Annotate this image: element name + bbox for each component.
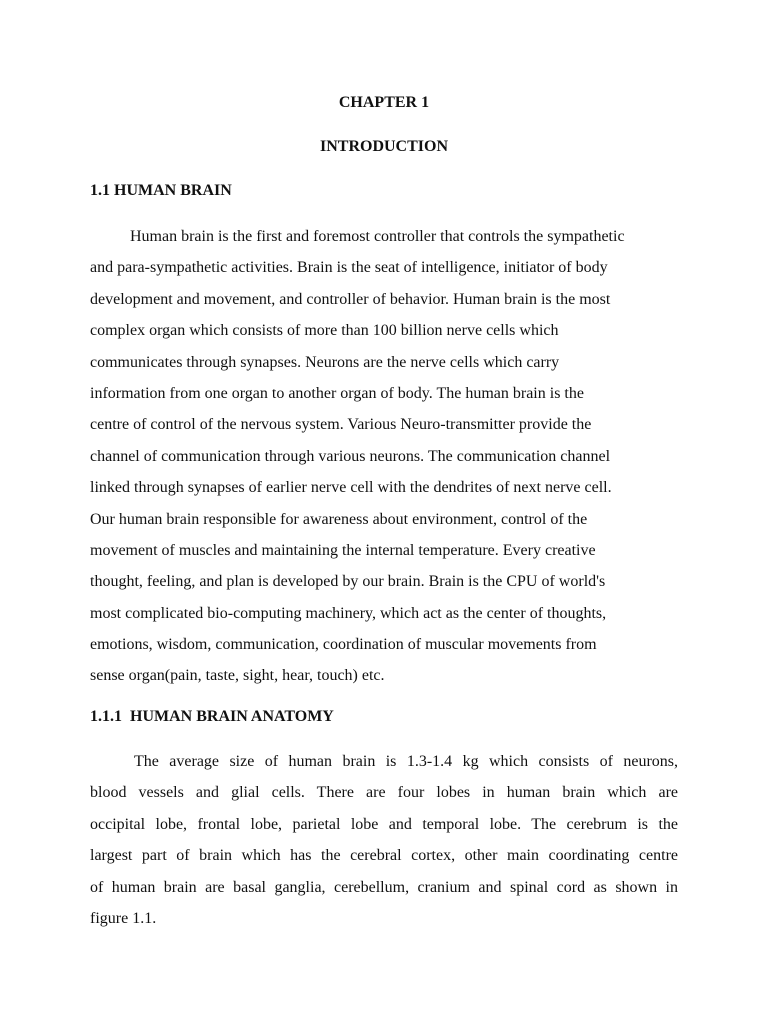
subsection-paragraph — [90, 746, 678, 934]
paragraph-line: thought, feeling, and plan is developed by our brain. Brain is the CPU of world's — [90, 573, 606, 591]
paragraph-line: information from one organ to another organ of body. The human brain is the — [90, 384, 584, 402]
paragraph-line: largest part of brain which has the cerebral cortex, other main coordinating centre — [90, 847, 678, 865]
paragraph-line: channel of communication through various neurons. The communication channel — [90, 447, 611, 465]
section-paragraph — [90, 221, 678, 692]
paragraph-line: complex organ which consists of more than 100 billion nerve cells which — [90, 322, 559, 340]
paragraph-line: movement of muscles and maintaining the internal temperature. Every creative — [90, 541, 596, 559]
paragraph-line: Our human brain responsible for awareness about environment, control of the — [90, 510, 588, 528]
paragraph-line: and para-sympathetic activities. Brain is the seat of intelligence, initiator of body — [90, 259, 608, 277]
chapter-title: INTRODUCTION — [319, 138, 448, 155]
paragraph-line: communicates through synapses. Neurons are the nerve cells which carry — [90, 353, 560, 371]
paragraph-line: sense organ(pain, taste, sight, hear, touch) etc. — [90, 667, 385, 685]
paragraph-line: of human brain are basal ganglia, cerebellum, cranium and spinal cord as shown in — [90, 878, 678, 896]
paragraph-line: figure 1.1. — [90, 909, 157, 927]
paragraph-line: Human brain is the first and foremost controller that controls the sympathetic — [130, 228, 625, 245]
paragraph-line: occipital lobe, frontal lobe, parietal lobe and temporal lobe. The cerebrum is the — [90, 815, 678, 833]
chapter-label: CHAPTER 1 — [338, 94, 430, 111]
section-heading: 1.1 HUMAN BRAIN — [90, 182, 232, 199]
paragraph-line: linked through synapses of earlier nerve cell with the dendrites of next nerve cell. — [90, 479, 612, 497]
subsection-heading: 1.1.1 HUMAN BRAIN ANATOMY — [90, 708, 334, 725]
paragraph-line: emotions, wisdom, communication, coordination of muscular movements from — [90, 636, 597, 654]
paragraph-line: blood vessels and glial cells. There are four lobes in human brain which are — [90, 784, 678, 802]
paragraph-line: The average size of human brain is 1.3-1.4 kg which consists of neurons, — [134, 753, 678, 770]
paragraph-line: development and movement, and controller of behavior. Human brain is the most — [90, 290, 611, 308]
paragraph-line: most complicated bio-computing machinery, which act as the center of thoughts, — [90, 604, 607, 622]
paragraph-line: centre of control of the nervous system. Various Neuro-transmitter provide the — [90, 416, 592, 434]
